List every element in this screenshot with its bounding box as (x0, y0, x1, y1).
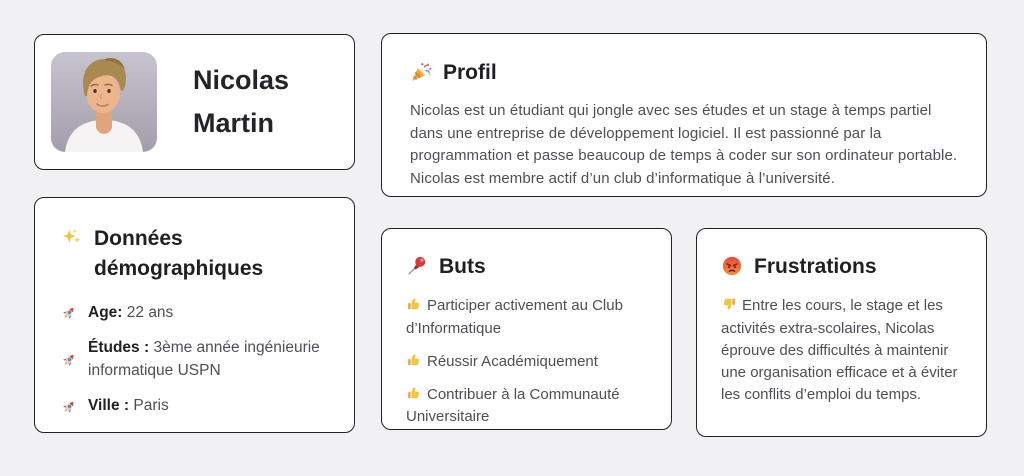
demographics-title: Données démographiques (94, 227, 264, 281)
demographic-label: Ville : (88, 397, 130, 415)
demographic-value: Paris (133, 397, 169, 415)
thumbs-up-icon (406, 385, 422, 401)
demographics-header (61, 224, 328, 285)
profil-header (410, 58, 958, 88)
frustrations-list (721, 295, 962, 406)
profil-description: Nicolas est un étudiant qui jongle avec ses études et un stage à temps partiel dans une entreprise de développement logiciel. Il est passionné par la programmation et passe beaucoup de temps à coder sur son ordinateur portable. Nicolas est membre actif d’un club d’informatique à l’université. (410, 102, 958, 187)
profil-card (381, 33, 987, 197)
rocket-icon (61, 305, 77, 321)
goals-header (406, 252, 647, 282)
thumbs-up-icon (406, 352, 422, 368)
profil-title: Profil (443, 61, 497, 84)
demographic-item-ville (61, 395, 328, 417)
demographics-list (61, 302, 328, 418)
goals-card (381, 228, 672, 430)
goal-item (406, 384, 647, 428)
frustrations-title: Frustrations (754, 255, 877, 278)
thumbs-down-icon (721, 296, 737, 312)
goal-item (406, 295, 647, 339)
goals-list (406, 295, 647, 428)
party-popper-icon (410, 61, 432, 83)
goal-text: Contribuer à la Communauté Universitaire (406, 386, 620, 426)
frustrations-card (696, 228, 987, 437)
pushpin-icon (406, 255, 428, 277)
thumbs-up-icon (406, 296, 422, 312)
profile-photo (51, 52, 157, 152)
frustration-text: Entre les cours, le stage et les activités extra-scolaires, Nicolas éprouve des difficultés à maintenir une organisation efficace et à éviter les conflits d’emploi du temps. (721, 297, 958, 404)
demographics-card (34, 197, 355, 433)
rocket-icon (61, 399, 77, 415)
angry-face-icon (721, 255, 743, 277)
goal-text: Réussir Académiquement (427, 352, 598, 370)
demographic-item-etudes (61, 337, 328, 382)
demographic-text (88, 302, 173, 324)
persona-name: Nicolas Martin (193, 64, 290, 138)
frustration-item (721, 295, 962, 406)
frustrations-header (721, 252, 962, 282)
goal-item (406, 351, 647, 373)
demographic-text (88, 395, 169, 417)
demographic-label: Études : (88, 339, 150, 357)
sparkles-icon (61, 227, 83, 249)
demographic-value: 3ème année ingénieurie informatique USPN (88, 339, 320, 379)
demographic-text (88, 337, 328, 382)
portrait-illustration (51, 52, 157, 152)
demographic-label: Age: (88, 303, 123, 321)
rocket-icon (61, 352, 77, 368)
demographic-value: 22 ans (126, 303, 174, 321)
goal-text: Participer activement au Club d’Informatique (406, 297, 623, 337)
goals-title: Buts (439, 255, 486, 278)
identity-card (34, 34, 355, 170)
demographic-item-age (61, 302, 328, 324)
